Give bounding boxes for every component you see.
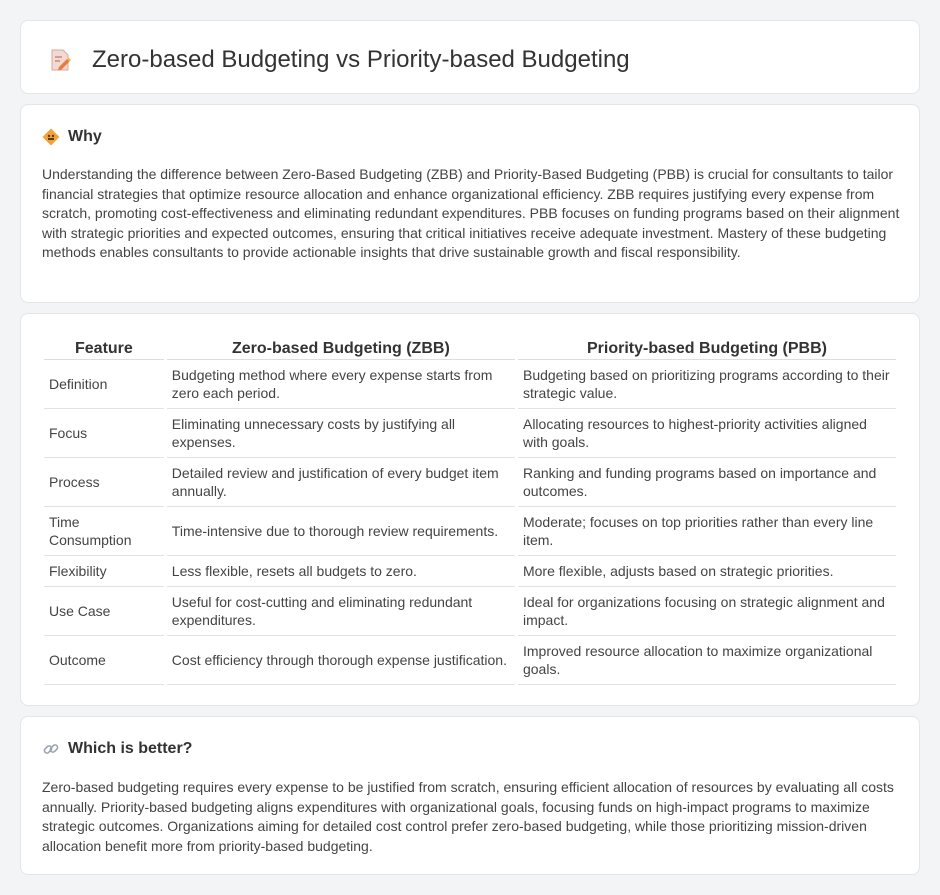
link-icon — [42, 740, 60, 758]
feature-cell: Outcome — [44, 636, 164, 685]
zbb-cell: Useful for cost-cutting and eliminating redundant expenditures. — [167, 587, 515, 636]
better-heading — [42, 739, 192, 759]
pbb-cell: Ranking and funding programs based on importance and outcomes. — [518, 458, 896, 507]
table-row — [44, 587, 896, 636]
feature-cell: Time Consumption — [44, 507, 164, 556]
feature-cell: Definition — [44, 360, 164, 409]
header-card — [20, 20, 920, 94]
zbb-cell: Time-intensive due to thorough review requirements. — [167, 507, 515, 556]
zbb-cell: Less flexible, resets all budgets to zero. — [167, 556, 515, 587]
better-heading-label: Which is better? — [68, 740, 193, 757]
table-row — [44, 409, 896, 458]
feature-cell: Focus — [44, 409, 164, 458]
table-row — [44, 360, 896, 409]
comparison-table — [41, 334, 899, 685]
zbb-cell: Budgeting method where every expense starts from zero each period. — [167, 360, 515, 409]
pbb-cell: Improved resource allocation to maximize organizational goals. — [518, 636, 896, 685]
table-row — [44, 556, 896, 587]
table-row — [44, 507, 896, 556]
table-header-row — [44, 334, 896, 360]
header-zbb: Zero-based Budgeting (ZBB) — [167, 334, 515, 360]
zbb-cell: Detailed review and justification of every budget item annually. — [167, 458, 515, 507]
better-section — [20, 716, 920, 875]
pbb-cell: Ideal for organizations focusing on strategic alignment and impact. — [518, 587, 896, 636]
feature-cell: Process — [44, 458, 164, 507]
header-pbb: Priority-based Budgeting (PBB) — [518, 334, 896, 360]
diamond-sign-icon — [42, 128, 60, 146]
why-heading-label: Why — [68, 128, 102, 145]
pbb-cell: Allocating resources to highest-priority activities aligned with goals. — [518, 409, 896, 458]
page-title: Zero-based Budgeting vs Priority-based Budgeting — [92, 46, 630, 73]
zbb-cell: Eliminating unnecessary costs by justifying all expenses. — [167, 409, 515, 458]
pbb-cell: Budgeting based on prioritizing programs according to their strategic value. — [518, 360, 896, 409]
pbb-cell: More flexible, adjusts based on strategic priorities. — [518, 556, 896, 587]
table-row — [44, 458, 896, 507]
document-edit-icon — [47, 47, 73, 73]
why-text: Understanding the difference between Zero-Based Budgeting (ZBB) and Priority-Based Budgeting (PBB) is crucial for consultants to tailor financial strategies that optimize resource allocation and enhance organizational efficiency. ZBB requires justifying every expense from scratch, promoting cost-effectiveness and eliminating redundant expenditures. PBB focuses on funding programs based on their alignment with strategic priorities and expected outcomes, ensuring that critical initiatives receive adequate investment. Mastery of these budgeting methods enables consultants to provide actionable insights that drive sustainable growth and fiscal responsibility. — [42, 166, 900, 260]
better-text: Zero-based budgeting requires every expense to be justified from scratch, ensuring efficient allocation of resources by evaluating all costs annually. Priority-based budgeting aligns expenditures with organizational goals, focusing funds on high-impact programs to maximize strategic outcomes. Organizations aiming for detailed cost control prefer zero-based budgeting, while those prioritizing mission-driven allocation benefit more from priority-based budgeting. — [42, 779, 894, 854]
zbb-cell: Cost efficiency through thorough expense justification. — [167, 636, 515, 685]
comparison-section — [20, 313, 920, 706]
feature-cell: Flexibility — [44, 556, 164, 587]
header-feature: Feature — [44, 334, 164, 360]
feature-cell: Use Case — [44, 587, 164, 636]
why-heading — [42, 127, 102, 147]
pbb-cell: Moderate; focuses on top priorities rather than every line item. — [518, 507, 896, 556]
why-section — [20, 104, 920, 303]
table-row — [44, 636, 896, 685]
